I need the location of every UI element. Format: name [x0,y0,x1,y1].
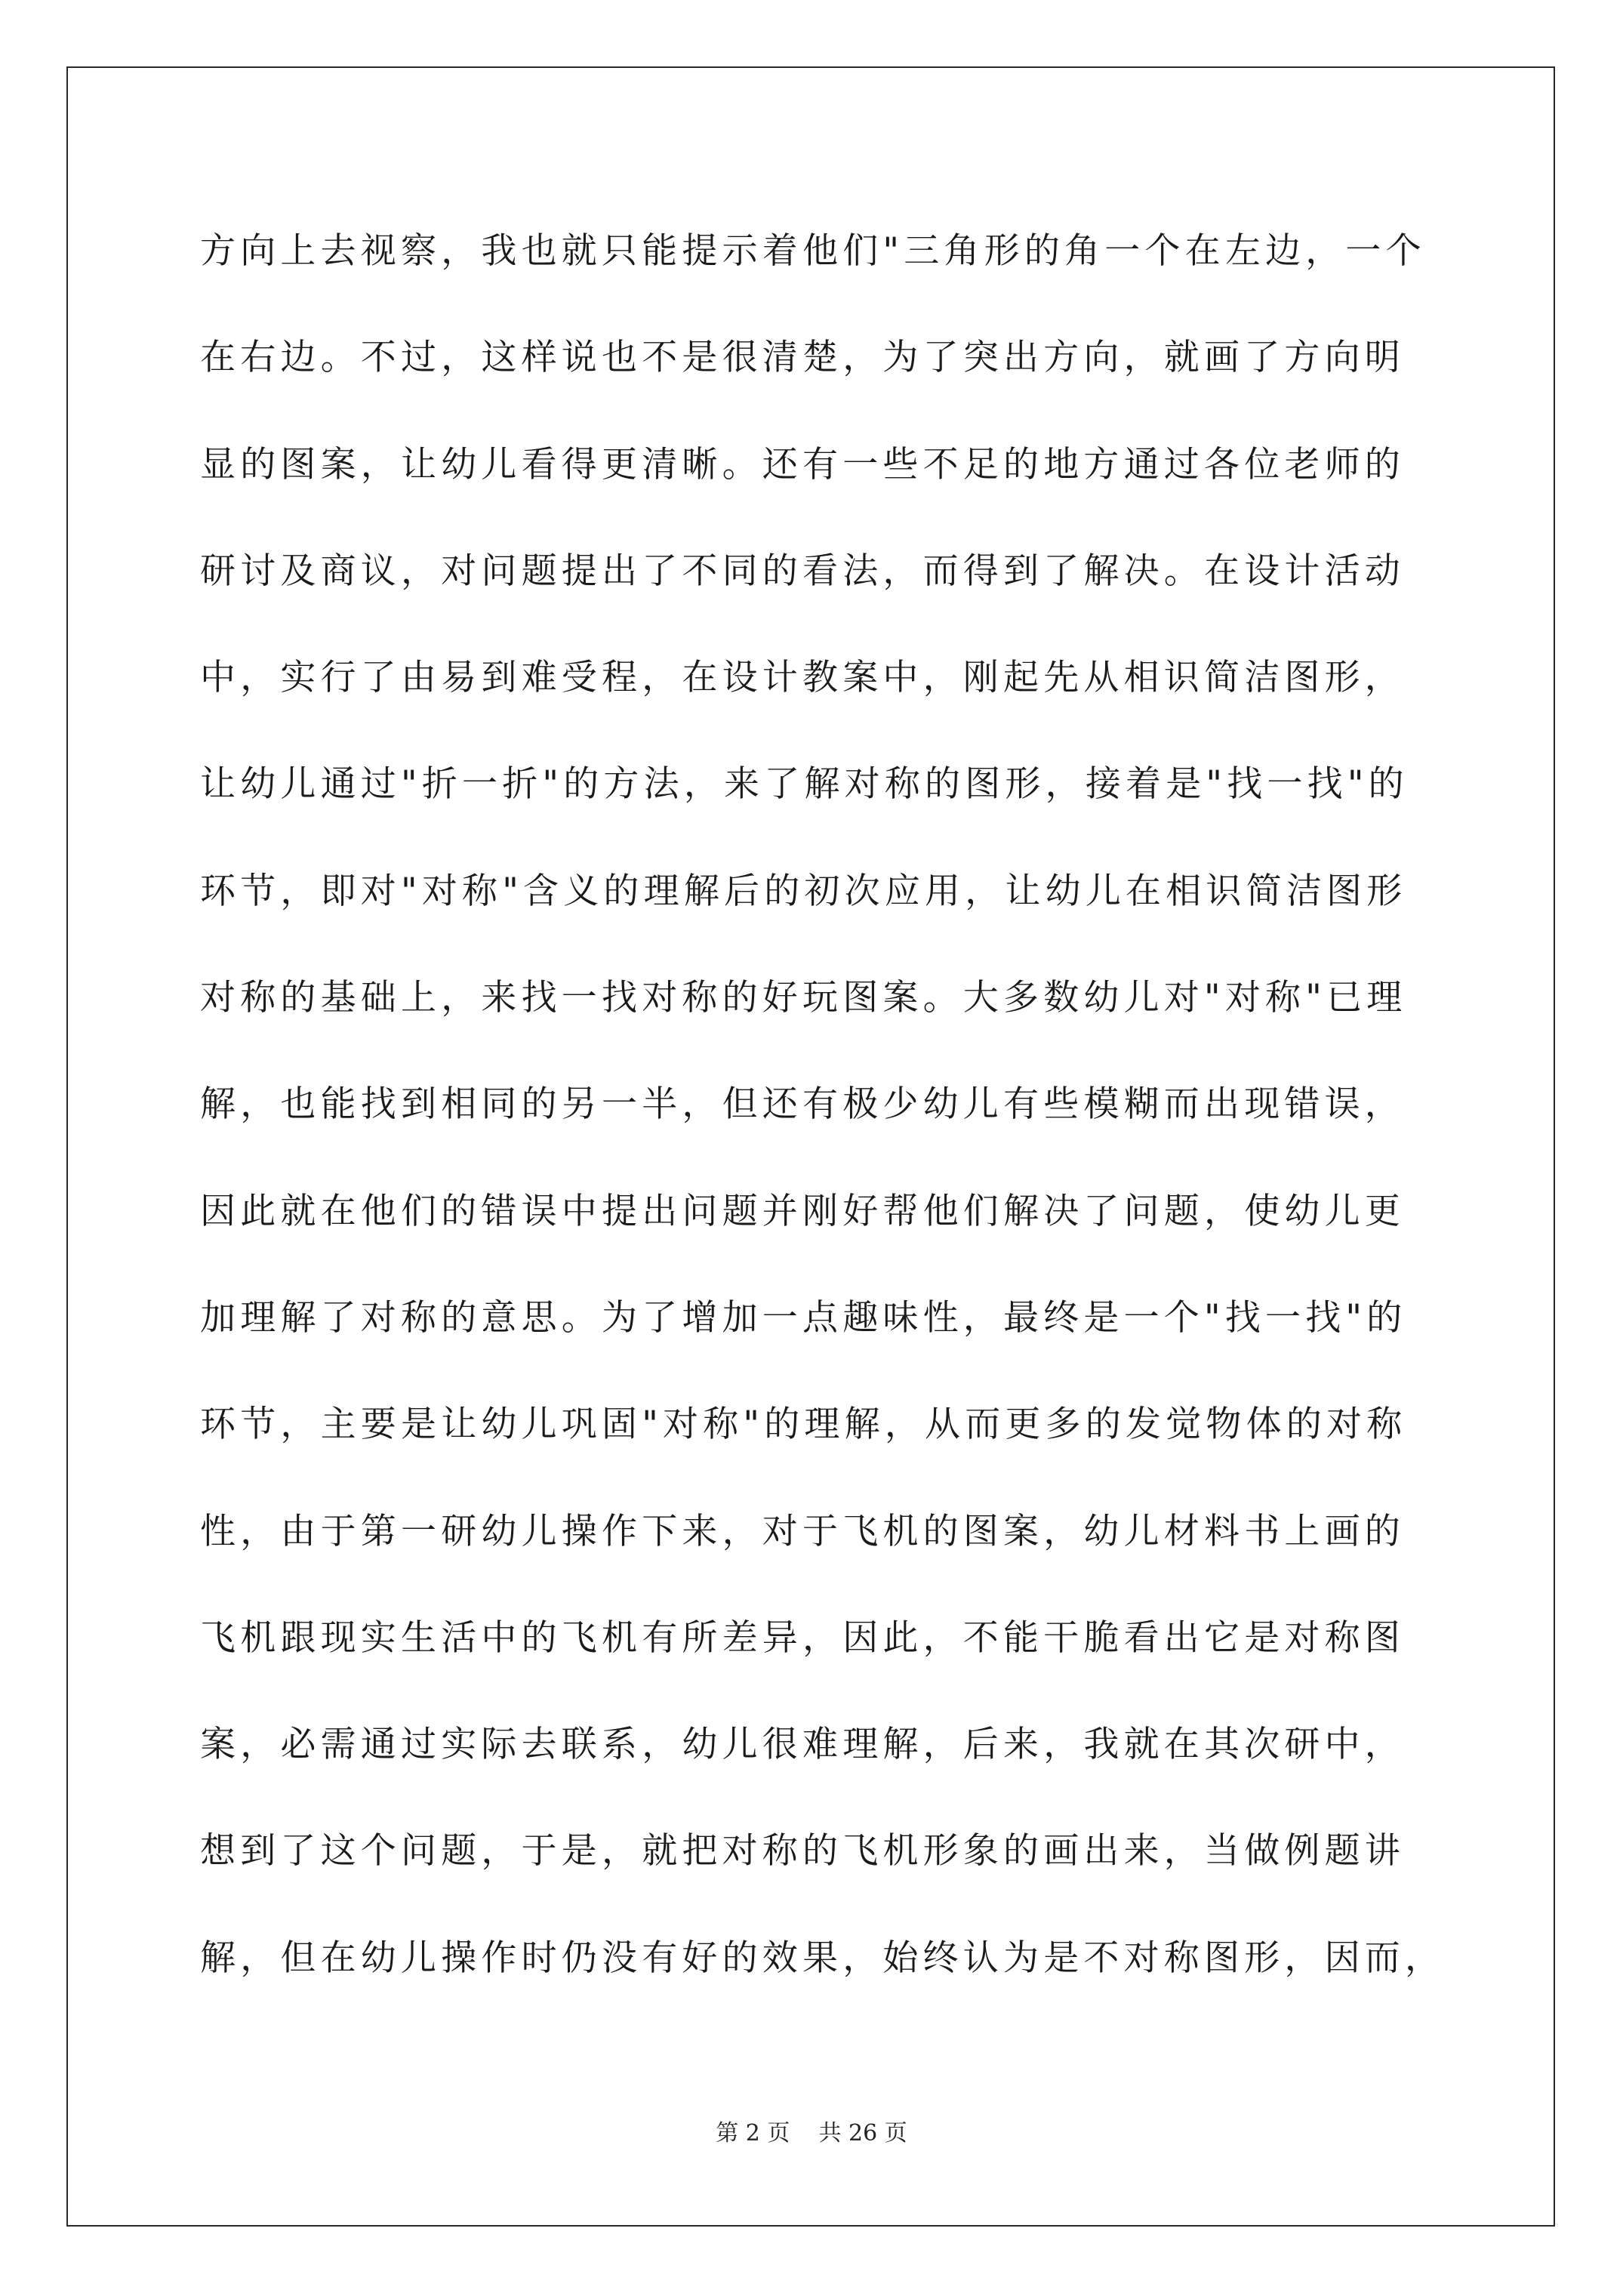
text-line: 在右边。不过，这样说也不是很清楚，为了突出方向，就画了方向明 [200,337,1405,379]
text-line: 解，但在幼儿操作时仍没有好的效果，始终认为是不对称图形，因而， [200,1937,1446,1979]
text-line: 研讨及商议，对问题提出了不同的看法，而得到了解决。在设计活动 [200,550,1405,592]
text-line: 中，实行了由易到难受程，在设计教案中，刚起先从相识简洁图形， [200,657,1405,699]
text-line: 环节，即对"对称"含义的理解后的初次应用，让幼儿在相识简洁图形 [200,870,1407,912]
text-line: 让幼儿通过"折一折"的方法，来了解对称的图形，接着是"找一找"的 [200,763,1409,806]
text-line: 解，也能找到相同的另一半，但还有极少幼儿有些模糊而出现错误， [200,1083,1405,1126]
text-line: 方向上去视察，我也就只能提示着他们"三角形的角一个在左边，一个 [200,230,1426,272]
page-footer: 第 2 页 共 26 页 [716,2120,907,2147]
body-text [200,198,1446,2011]
text-line: 因此就在他们的错误中提出问题并刚好帮他们解决了问题，使幼儿更 [200,1190,1405,1232]
text-line: 飞机跟现实生活中的飞机有所差异，因此，不能干脆看出它是对称图 [200,1616,1405,1659]
text-line: 显的图案，让幼儿看得更清晰。还有一些不足的地方通过各位老师的 [200,443,1405,485]
text-line: 性，由于第一研幼儿操作下来，对于飞机的图案，幼儿材料书上画的 [200,1510,1405,1552]
text-line: 环节，主要是让幼儿巩固"对称"的理解，从而更多的发觉物体的对称 [200,1404,1407,1446]
text-line: 案，必需通过实际去联系，幼儿很难理解，后来，我就在其次研中， [200,1724,1405,1766]
text-line: 加理解了对称的意思。为了增加一点趣味性，最终是一个"找一找"的 [200,1296,1407,1339]
text-line: 对称的基础上，来找一找对称的好玩图案。大多数幼儿对"对称"已理 [200,977,1407,1019]
text-line: 想到了这个问题，于是，就把对称的飞机形象的画出来，当做例题讲 [200,1830,1405,1872]
